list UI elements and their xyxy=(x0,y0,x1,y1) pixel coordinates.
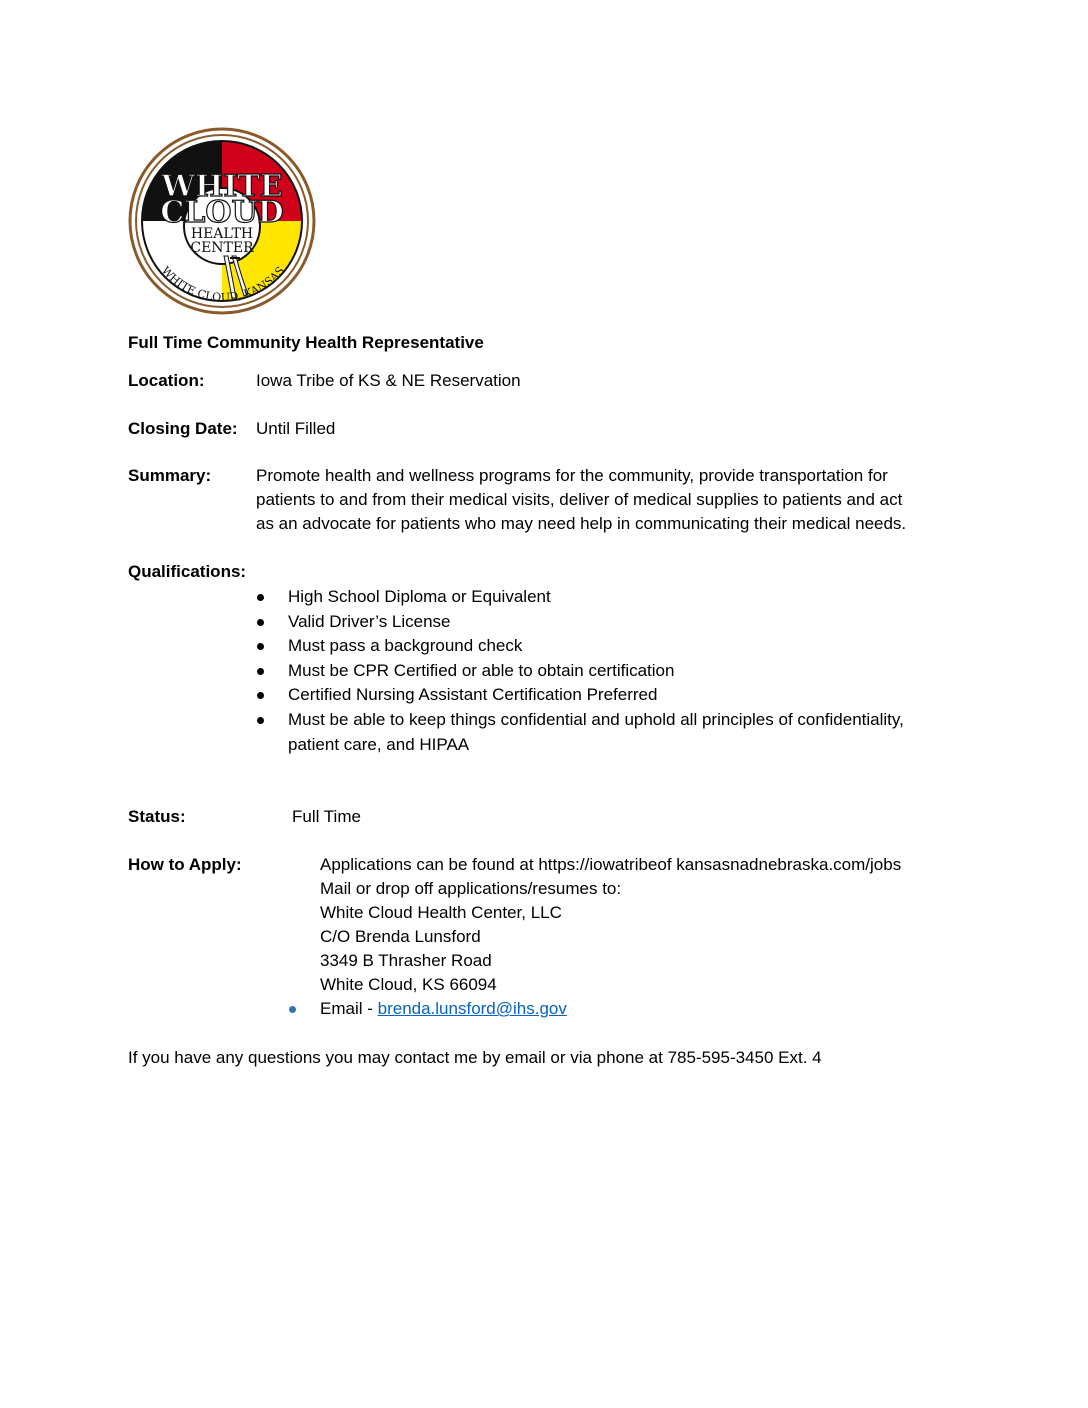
summary-text xyxy=(256,464,956,536)
bullet-icon xyxy=(289,1006,296,1013)
list-item: Valid Driver’s License xyxy=(256,610,976,635)
apply-line: White Cloud Health Center, LLC xyxy=(320,903,562,922)
how-to-apply-label: How to Apply: xyxy=(128,855,242,874)
bullet-icon xyxy=(257,594,264,601)
list-item: Must be CPR Certified or able to obtain certification xyxy=(256,659,976,684)
logo-text-cloud: CLOUD xyxy=(160,195,284,230)
location-label: Location: xyxy=(128,371,205,390)
status-value: Full Time xyxy=(292,807,361,826)
how-to-apply-text xyxy=(320,853,901,997)
email-link[interactable]: brenda.lunsford@ihs.gov xyxy=(377,999,567,1018)
email-prefix: Email - xyxy=(320,999,378,1018)
apply-line: C/O Brenda Lunsford xyxy=(320,927,481,946)
location-value: Iowa Tribe of KS & NE Reservation xyxy=(256,371,521,390)
qualifications-label: Qualifications: xyxy=(128,562,247,581)
logo-graphic xyxy=(128,126,318,318)
logo-text-center: CENTER xyxy=(190,240,254,256)
list-item: Must pass a background check xyxy=(256,634,976,659)
apply-line: Applications can be found at https://iowatribeof kansasnadnebraska.com/jobs xyxy=(320,855,902,874)
bullet-icon xyxy=(257,717,264,724)
list-item: Must be able to keep things confidential and uphold all principles of confidentiality, patient care, and HIPAA xyxy=(256,708,976,757)
list-item: Certified Nursing Assistant Certification Preferred xyxy=(256,683,976,708)
job-title: Full Time Community Health Representative xyxy=(128,333,484,352)
apply-line: 3349 B Thrasher Road xyxy=(320,951,492,970)
summary-label: Summary: xyxy=(128,466,212,485)
bullet-icon xyxy=(257,619,264,626)
summary-line: patients to and from their medical visits, deliver of medical supplies to patients and act xyxy=(256,490,903,509)
summary-line: as an advocate for patients who may need help in communicating their medical needs. xyxy=(256,514,907,533)
email-row xyxy=(288,997,567,1021)
contact-footer: If you have any questions you may contact me by email or via phone at 785-595-3450 Ext. 4 xyxy=(128,1048,822,1067)
apply-line: White Cloud, KS 66094 xyxy=(320,975,497,994)
apply-line: Mail or drop off applications/resumes to: xyxy=(320,879,622,898)
bullet-icon xyxy=(257,668,264,675)
white-cloud-health-center-logo xyxy=(128,126,318,318)
closing-date-value: Until Filled xyxy=(256,419,336,438)
logo-text-white: WHITE xyxy=(161,169,283,204)
bullet-icon xyxy=(257,692,264,699)
status-label: Status: xyxy=(128,807,186,826)
logo-arc-text: WHITE CLOUD, KANSAS xyxy=(158,264,288,304)
closing-date-label: Closing Date: xyxy=(128,419,238,438)
summary-line: Promote health and wellness programs for the community, provide transportation for xyxy=(256,466,888,485)
logo-text-health: HEALTH xyxy=(190,226,254,242)
bullet-icon xyxy=(257,643,264,650)
list-item: High School Diploma or Equivalent xyxy=(256,585,976,610)
qualifications-list xyxy=(256,585,976,757)
